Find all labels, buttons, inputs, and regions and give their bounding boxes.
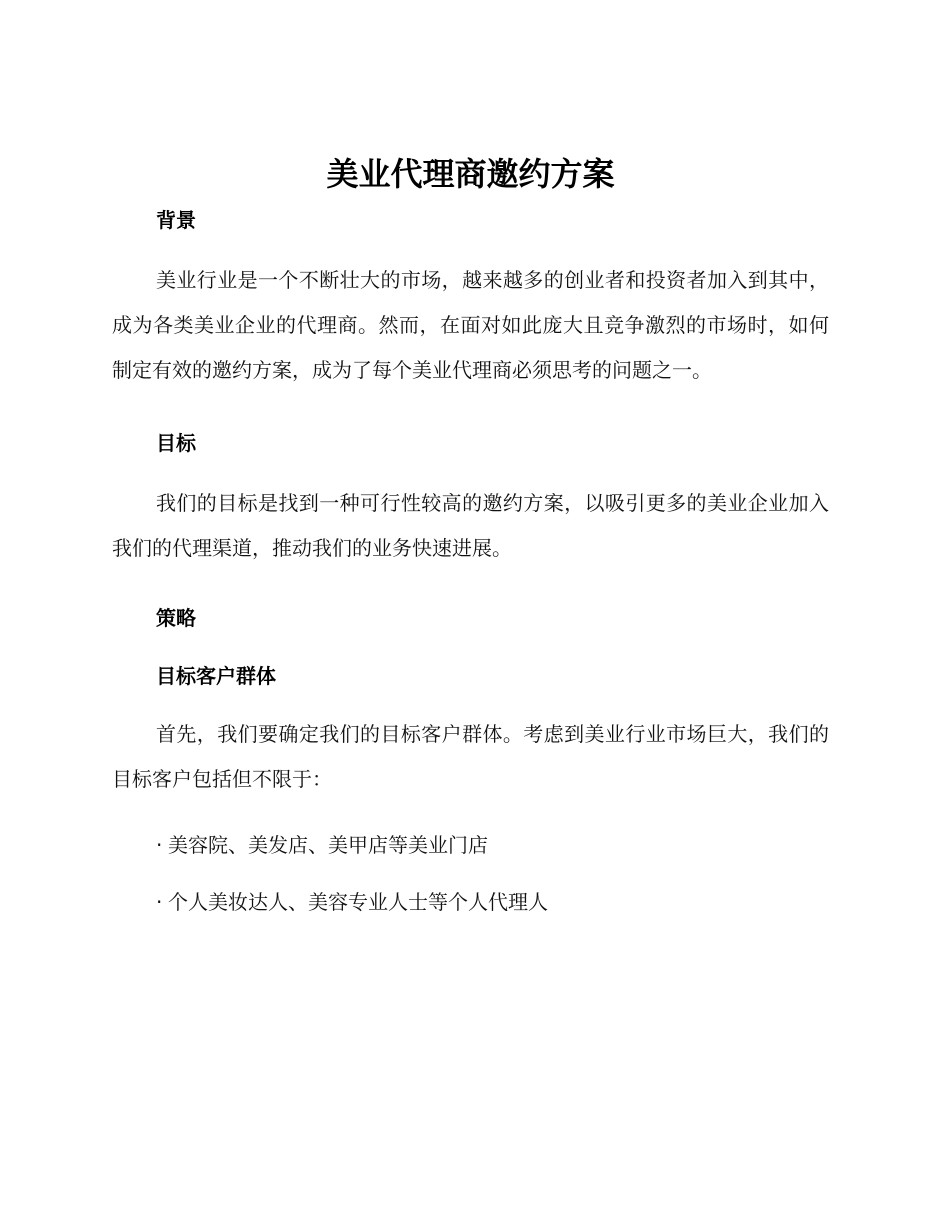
bullet-item xyxy=(112,888,829,916)
document-title: 美业代理商邀约方案 xyxy=(326,155,615,193)
subsection-heading-target-customers: 目标客户群体 xyxy=(156,664,276,688)
bullet-item xyxy=(112,831,829,859)
section-heading-background: 背景 xyxy=(156,208,196,232)
bullet-item-text: 个人美妆达人、美容专业人士等个人代理人 xyxy=(168,890,548,914)
bullet-dot-icon: · xyxy=(156,833,163,857)
paragraph-goal: 我们的目标是找到一种可行性较高的邀约方案，以吸引更多的美业企业加入我们的代理渠道，推动我们的业务快速进展。 xyxy=(112,491,829,560)
section-heading-goal: 目标 xyxy=(156,431,196,455)
paragraph-background: 美业行业是一个不断壮大的市场，越来越多的创业者和投资者加入到其中，成为各类美业企业的代理商。然而，在面对如此庞大且竞争激烈的市场时，如何制定有效的邀约方案，成为了每个美业代理商必须思考的问题之一。 xyxy=(112,268,829,382)
section-heading-strategy: 策略 xyxy=(156,606,196,630)
bullet-dot-icon: · xyxy=(156,890,163,914)
paragraph-target-customers: 首先，我们要确定我们的目标客户群体。考虑到美业行业市场巨大，我们的目标客户包括但不限于： xyxy=(112,722,829,791)
bullet-item-text: 美容院、美发店、美甲店等美业门店 xyxy=(168,833,488,857)
